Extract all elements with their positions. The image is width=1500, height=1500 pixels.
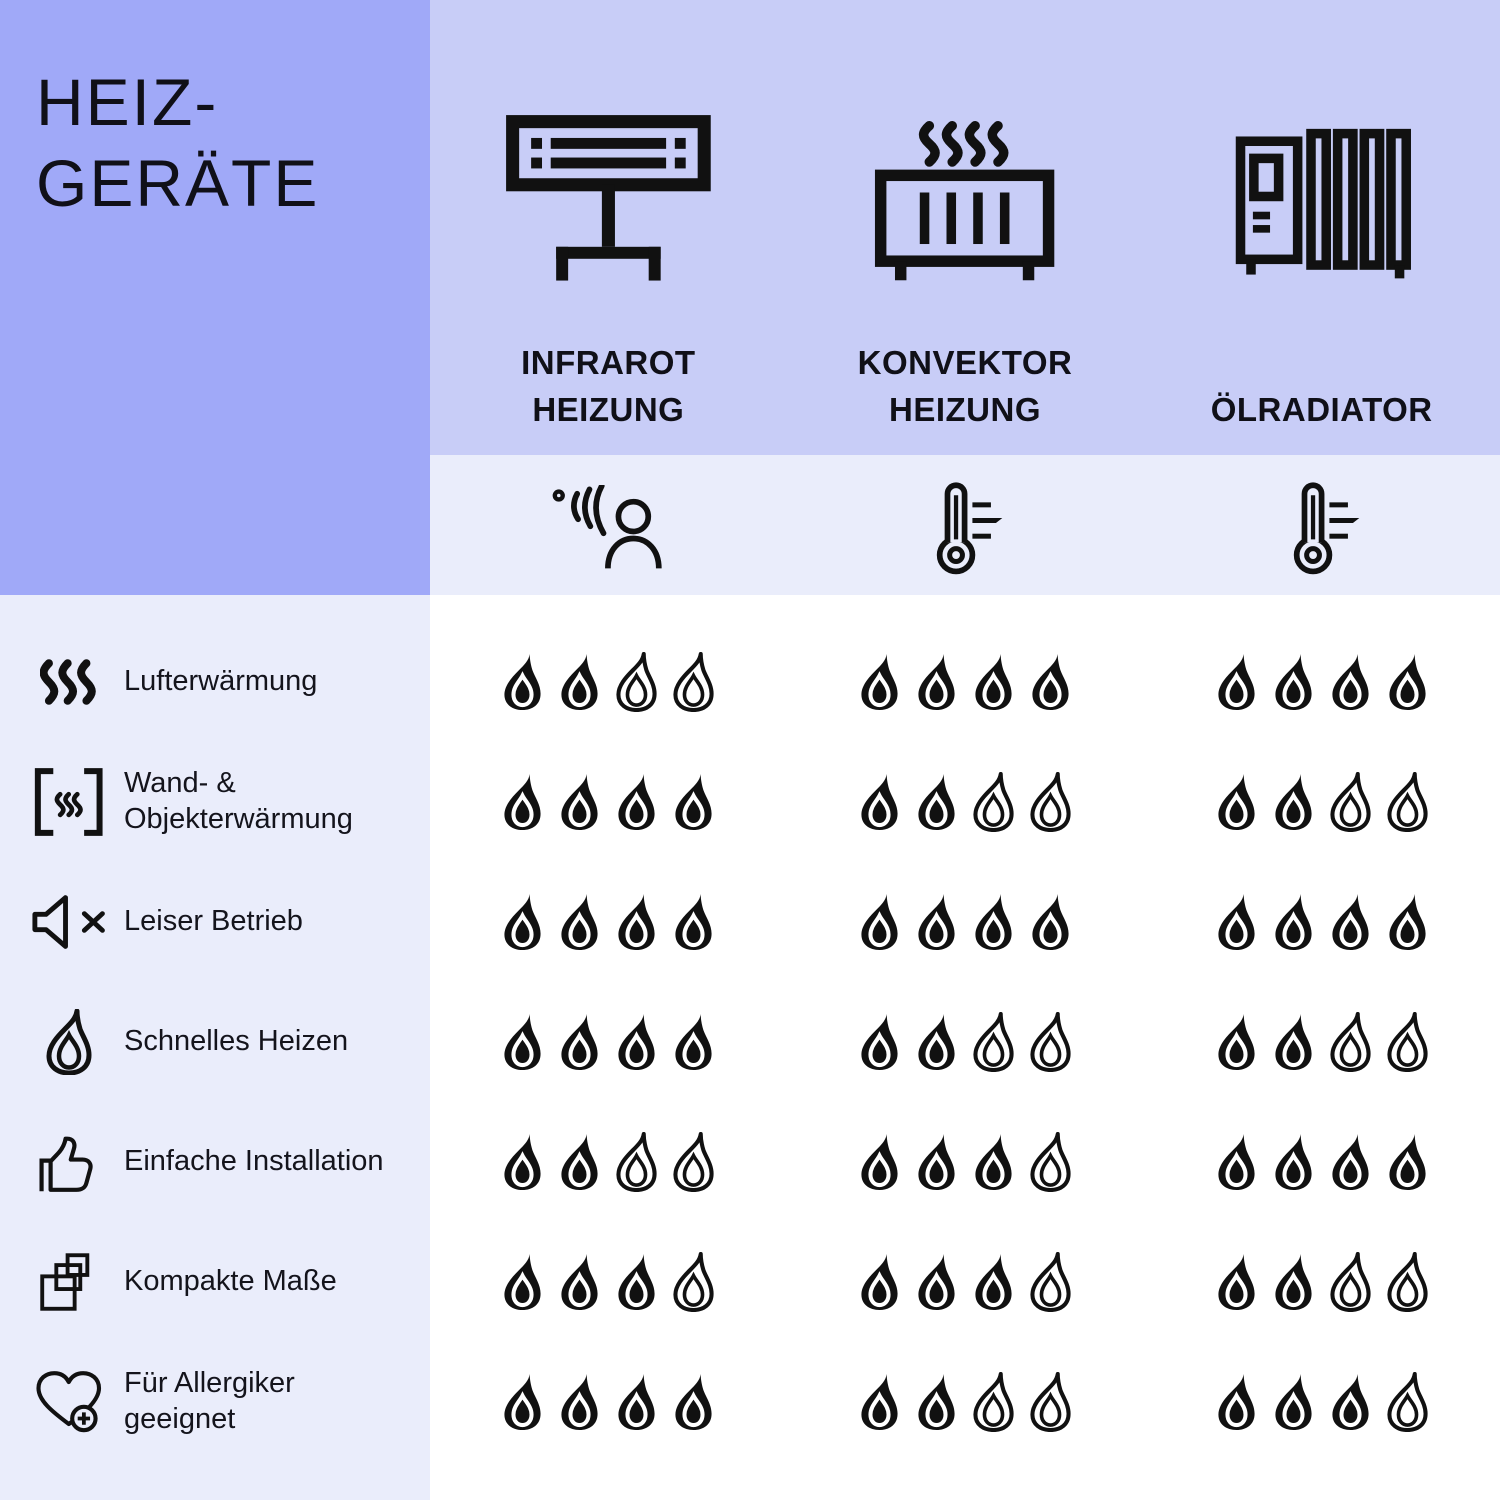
flame-filled-icon: [856, 652, 903, 712]
column-label-line: HEIZUNG: [532, 390, 685, 428]
flame-filled-icon: [1270, 652, 1317, 712]
flame-filled-icon: [1213, 892, 1260, 952]
flame-filled-icon: [556, 652, 603, 712]
criteria-row: [0, 1222, 430, 1342]
flame-filled-icon: [499, 1132, 546, 1192]
column-2: [787, 0, 1144, 595]
flame-outline-icon: [670, 652, 717, 712]
flame-filled-icon: [856, 892, 903, 952]
column-label: [1211, 286, 1433, 462]
flame-filled-icon: [970, 652, 1017, 712]
flame-outline-icon: [670, 1132, 717, 1192]
flame-filled-icon: [970, 892, 1017, 952]
flame-filled-icon: [499, 652, 546, 712]
flame-filled-icon: [499, 772, 546, 832]
criteria-label: [124, 1366, 295, 1438]
flame-outline-icon: [1027, 1372, 1074, 1432]
flame-filled-icon: [499, 1252, 546, 1312]
column-label: [858, 286, 1073, 462]
flame-filled-icon: [556, 1132, 603, 1192]
criteria-label-line: Kompakte Maße: [124, 1265, 337, 1298]
flame-outline-icon: [1027, 772, 1074, 832]
rating-cell: [1143, 1102, 1500, 1222]
flame-outline-icon: [613, 652, 660, 712]
flame-filled-icon: [499, 892, 546, 952]
flame-filled-icon: [856, 1132, 903, 1192]
criteria-row: [0, 982, 430, 1102]
flame-outline-icon: [613, 1132, 660, 1192]
flame-outline-icon: [1027, 1012, 1074, 1072]
flame-filled-icon: [556, 1252, 603, 1312]
column-label-line: INFRAROT: [521, 343, 696, 381]
criteria-label: [124, 664, 317, 700]
flame-filled-icon: [556, 1012, 603, 1072]
rating-cell: [787, 982, 1144, 1102]
criteria-row: [0, 742, 430, 862]
flame-filled-icon: [1270, 1372, 1317, 1432]
flame-filled-icon: [970, 1252, 1017, 1312]
column-label: [521, 286, 695, 462]
radiation-person-icon: [550, 462, 666, 595]
flame-filled-icon: [913, 1132, 960, 1192]
flame-filled-icon: [613, 1372, 660, 1432]
column-label-line: KONVEKTOR: [857, 343, 1073, 381]
flame-filled-icon: [556, 772, 603, 832]
flame-filled-icon: [856, 1372, 903, 1432]
criteria-label: [124, 1024, 348, 1060]
flame-filled-icon: [1270, 772, 1317, 832]
column-headers: [430, 0, 1500, 595]
rating-cell: [1143, 1342, 1500, 1462]
criteria-label: [124, 904, 303, 940]
muted-speaker-icon: [30, 891, 108, 953]
flame-outline-icon: [670, 1252, 717, 1312]
flame-outline-icon: [970, 1012, 1017, 1072]
flame-filled-icon: [499, 1372, 546, 1432]
criteria-label-line: geeignet: [124, 1403, 236, 1435]
wall-object-heating-icon: [30, 766, 108, 838]
flame-filled-icon: [970, 1132, 1017, 1192]
rating-cell: [1143, 622, 1500, 742]
thermometer-icon: [1281, 462, 1362, 595]
flame-outline-icon: [1384, 772, 1431, 832]
flame-filled-icon: [1027, 652, 1074, 712]
rating-cell: [430, 622, 787, 742]
flame-outline-icon: [970, 1372, 1017, 1432]
flame-filled-icon: [1327, 892, 1374, 952]
flame-filled-icon: [613, 1012, 660, 1072]
flame-filled-icon: [556, 892, 603, 952]
flame-outline-icon: [1384, 1012, 1431, 1072]
rating-cell: [787, 622, 1144, 742]
rating-cell: [787, 1342, 1144, 1462]
rating-cell: [787, 862, 1144, 982]
flame-outline-icon: [1327, 1252, 1374, 1312]
flame-filled-icon: [856, 772, 903, 832]
flame-filled-icon: [1270, 1252, 1317, 1312]
flame-outline-icon: [1384, 1372, 1431, 1432]
rating-cell: [787, 742, 1144, 862]
criteria-label: [124, 1264, 337, 1300]
flame-filled-icon: [1327, 652, 1374, 712]
flame-filled-icon: [1327, 1132, 1374, 1192]
flame-filled-icon: [1213, 1012, 1260, 1072]
flame-filled-icon: [613, 892, 660, 952]
flame-outline-icon: [1027, 1132, 1074, 1192]
rating-cell: [787, 1222, 1144, 1342]
flame-filled-icon: [913, 1372, 960, 1432]
criteria-label-line: Objekterwärmung: [124, 803, 353, 835]
criteria-row: [0, 622, 430, 742]
flame-filled-icon: [1213, 772, 1260, 832]
column-1: [430, 0, 787, 595]
criteria-label-line: Leiser Betrieb: [124, 905, 303, 938]
flame-filled-icon: [1327, 1372, 1374, 1432]
criteria-label: [124, 766, 353, 838]
flame-filled-icon: [1270, 892, 1317, 952]
flame-filled-icon: [856, 1252, 903, 1312]
flame-filled-icon: [613, 1252, 660, 1312]
flame-filled-icon: [670, 1012, 717, 1072]
oil-radiator-icon: [1231, 0, 1412, 286]
criteria-label-line: Für Allergiker: [124, 1367, 295, 1400]
rating-grid: [430, 595, 1500, 1500]
flame-filled-icon: [913, 1252, 960, 1312]
flame-filled-icon: [1027, 892, 1074, 952]
flame-filled-icon: [1384, 652, 1431, 712]
page-title-line-2: GERÄTE: [36, 145, 320, 220]
rating-cell: [1143, 862, 1500, 982]
flame-filled-icon: [670, 772, 717, 832]
flame-outline-icon: [970, 772, 1017, 832]
thumbs-up-icon: [30, 1130, 108, 1194]
infrared-heater-icon: [505, 0, 712, 286]
rating-cell: [787, 1102, 1144, 1222]
flame-filled-icon: [856, 1012, 903, 1072]
column-label-line: ÖLRADIATOR: [1210, 390, 1433, 428]
flame-filled-icon: [613, 772, 660, 832]
criteria-row: [0, 1102, 430, 1222]
flame-outline-icon: [1327, 772, 1374, 832]
flame-filled-icon: [1213, 1252, 1260, 1312]
flame-filled-icon: [1270, 1132, 1317, 1192]
criteria-rows: [0, 595, 430, 1500]
rating-cell: [1143, 742, 1500, 862]
flame-filled-icon: [556, 1372, 603, 1432]
criteria-row: [0, 862, 430, 982]
criteria-label-line: Wand- &: [124, 767, 236, 800]
flame-outline-icon: [1027, 1252, 1074, 1312]
flame-icon: [30, 1009, 108, 1075]
page-title-line-1: HEIZ-: [36, 65, 219, 139]
rating-cell: [430, 982, 787, 1102]
heat-waves-icon: [30, 657, 108, 707]
overlapping-squares-icon: [30, 1251, 108, 1313]
flame-filled-icon: [913, 772, 960, 832]
rating-cell: [430, 1222, 787, 1342]
criteria-label-line: Schnelles Heizen: [124, 1025, 349, 1058]
flame-filled-icon: [1384, 1132, 1431, 1192]
flame-filled-icon: [1213, 1132, 1260, 1192]
flame-outline-icon: [1327, 1012, 1374, 1072]
column-3: [1143, 0, 1500, 595]
flame-filled-icon: [1384, 892, 1431, 952]
flame-filled-icon: [499, 1012, 546, 1072]
heart-plus-icon: [30, 1369, 108, 1435]
rating-cell: [430, 1342, 787, 1462]
rating-cell: [430, 862, 787, 982]
column-label-line: HEIZUNG: [889, 390, 1041, 428]
convector-heater-icon: [874, 0, 1055, 286]
flame-filled-icon: [913, 1012, 960, 1072]
rating-cell: [430, 742, 787, 862]
flame-filled-icon: [913, 652, 960, 712]
flame-filled-icon: [1213, 652, 1260, 712]
flame-filled-icon: [1270, 1012, 1317, 1072]
flame-filled-icon: [1213, 1372, 1260, 1432]
criteria-label: [124, 1144, 384, 1180]
criteria-row: [0, 1342, 430, 1462]
criteria-label-line: Einfache Installation: [124, 1145, 384, 1178]
flame-outline-icon: [1384, 1252, 1431, 1312]
page-title: [36, 62, 319, 223]
thermometer-icon: [924, 462, 1005, 595]
rating-cell: [1143, 1222, 1500, 1342]
flame-filled-icon: [670, 1372, 717, 1432]
flame-filled-icon: [670, 892, 717, 952]
rating-cell: [430, 1102, 787, 1222]
criteria-label-line: Lufterwärmung: [124, 665, 318, 698]
rating-cell: [1143, 982, 1500, 1102]
flame-filled-icon: [913, 892, 960, 952]
